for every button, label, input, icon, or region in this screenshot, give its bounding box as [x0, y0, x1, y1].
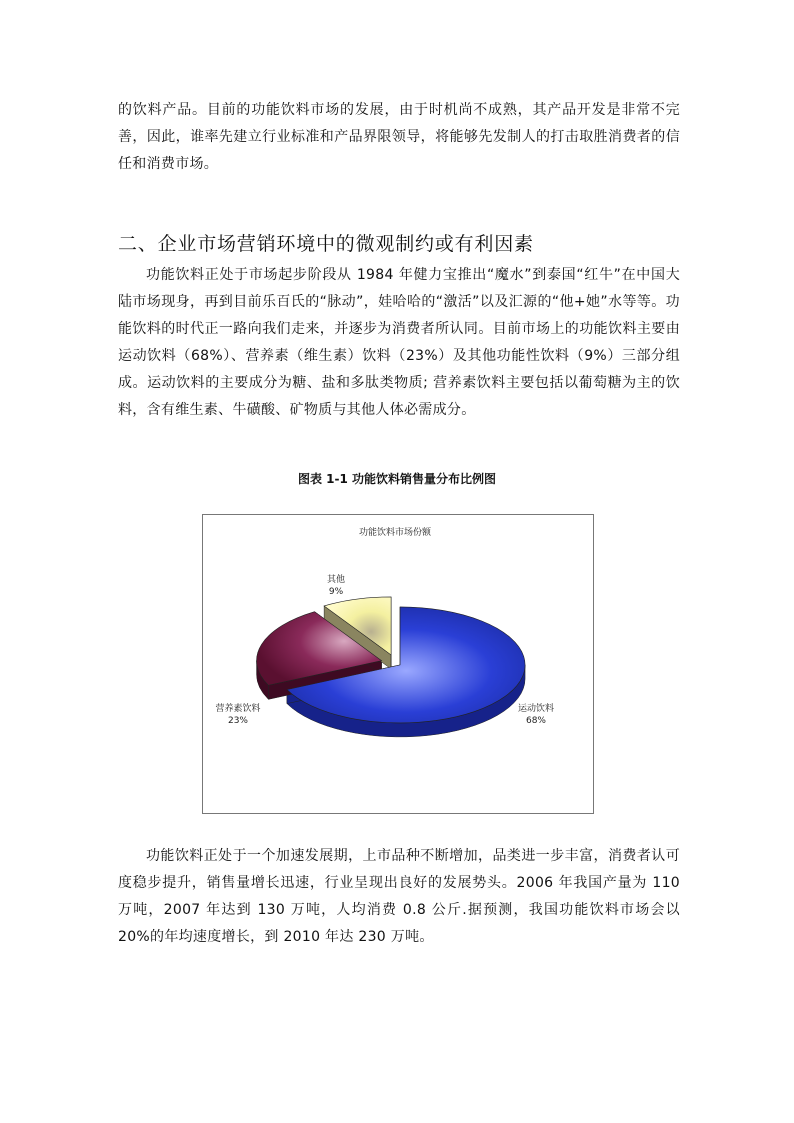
- chart-title: 功能饮料市场份额: [358, 528, 432, 538]
- slice-value-0: 68%: [525, 716, 547, 726]
- slice-label-1: 营养素饮料: [215, 704, 261, 714]
- slice-value-2: 9%: [328, 587, 344, 597]
- paragraph-market-composition: 功能饮料正处于市场起步阶段从 1984 年健力宝推出“魔水”到泰国“红牛”在中国大陆市场现身，再到目前乐百氏的“脉动”，娃哈哈的“激活”以及汇源的“他+她”水等等。功能饮料的时代正一路向我们走来，并逐步为消费者所认同。目前市场上的功能饮料主要由运动饮料（68%）、营养素（维生素）饮料（23%）及其他功能性饮料（9%）三部分组成。运动饮料的主要成分为糖、盐和多肽类物质; 营养素饮料主要包括以葡萄糖为主的饮料，含有维生素、牛磺酸、矿物质与其他人体必需成分。: [118, 267, 680, 418]
- pie-chart: [203, 515, 593, 813]
- slice-label-0: 运动饮料: [517, 704, 555, 714]
- pie-chart-frame: [202, 514, 594, 814]
- section-heading: 二、企业市场营销环境中的微观制约或有利因素: [118, 233, 534, 255]
- figure-caption: 图表 1-1 功能饮料销售量分布比例图: [297, 472, 497, 486]
- slice-value-1: 23%: [227, 716, 249, 726]
- slice-label-2: 其他: [326, 575, 346, 585]
- paragraph-growth: 功能饮料正处于一个加速发展期，上市品种不断增加，品类进一步丰富，消费者认可度稳步提升，销售量增长迅速，行业呈现出良好的发展势头。2006 年我国产量为 110 万吨，2007 年达到 130 万吨，人均消费 0.8 公斤.据预测，我国功能饮料市场会以 20%的年均速度增长，到 2010 年达 230 万吨。: [118, 848, 680, 945]
- paragraph-continuation: 的饮料产品。目前的功能饮料市场的发展，由于时机尚不成熟，其产品开发是非常不完善，因此，谁率先建立行业标准和产品界限领导，将能够先发制人的打击取胜消费者的信任和消费市场。: [118, 102, 680, 172]
